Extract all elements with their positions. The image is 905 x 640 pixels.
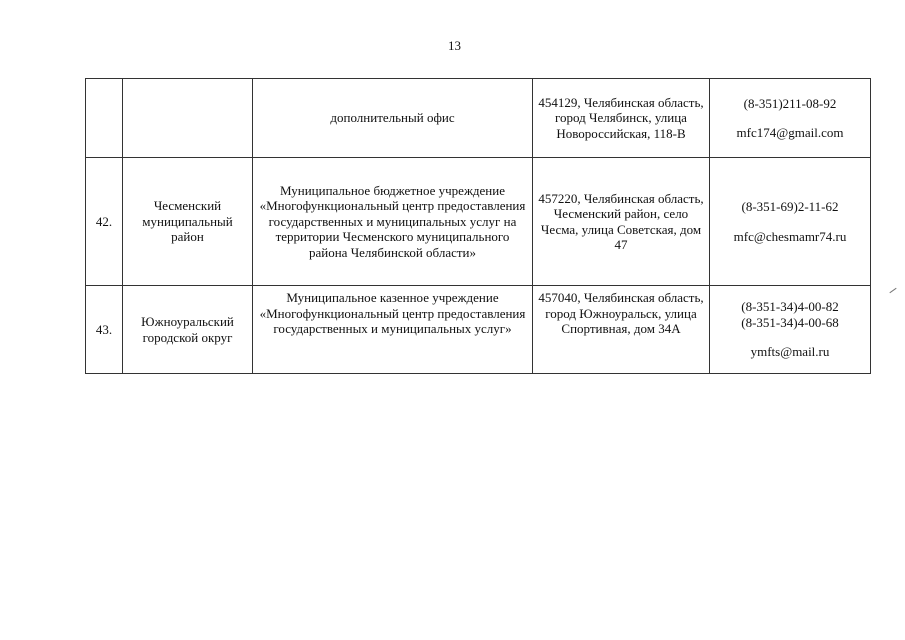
address-cell: 457040, Челябинская область, город Южноуральск, улица Спортивная, дом 34А	[533, 286, 710, 374]
row-number	[86, 79, 123, 158]
district-cell	[123, 79, 253, 158]
address-cell: 454129, Челябинская область, город Челябинск, улица Новороссийская, 118-В	[533, 79, 710, 158]
page-number: 13	[448, 38, 461, 53]
table-row	[86, 79, 871, 158]
phone: (8-351-34)4-00-82	[741, 299, 839, 315]
contacts-cell	[710, 79, 871, 158]
district-cell: Южноуральский городской округ	[123, 286, 253, 374]
district-cell: Чесменский муниципальный район	[123, 158, 253, 286]
email: mfc174@gmail.com	[736, 125, 844, 140]
phone: (8-351-34)4-00-68	[741, 314, 839, 330]
phone: (8-351)211-08-92	[743, 95, 837, 111]
organization-cell: дополнительный офис	[253, 79, 533, 158]
email: ymfts@mail.ru	[750, 344, 830, 360]
table-row	[86, 286, 871, 374]
row-number: 43.	[86, 286, 123, 374]
email: mfc@chesmamr74.ru	[733, 228, 847, 244]
organization-cell: Муниципальное казенное учреждение «Многофункциональный центр предоставления государственных и муниципальных услуг»	[253, 286, 533, 374]
mfc-table	[85, 78, 871, 374]
scan-mark	[889, 288, 896, 293]
contacts-cell	[710, 158, 871, 286]
phone: (8-351-69)2-11-62	[741, 199, 839, 214]
address-cell: 457220, Челябинская область, Чесменский район, село Чесма, улица Советская, дом 47	[533, 158, 710, 286]
organization-cell: Муниципальное бюджетное учреждение «Многофункциональный центр предоставления государственных и муниципальных услуг на территории Чесменского муниципального района Челябинской области»	[253, 158, 533, 286]
row-number: 42.	[86, 158, 123, 286]
contacts-cell	[710, 286, 871, 374]
table-row	[86, 158, 871, 286]
